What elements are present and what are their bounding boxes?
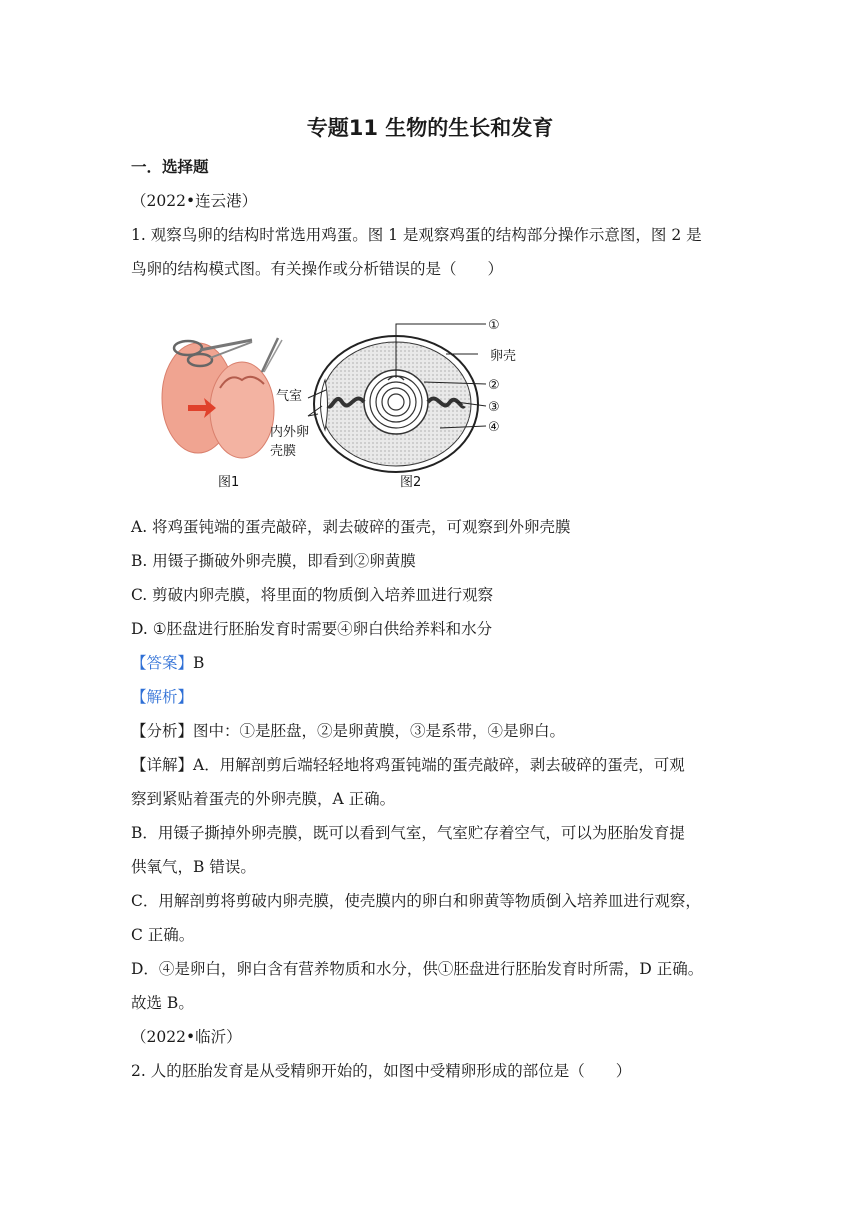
detail-line: 供氧气，B 错误。 xyxy=(131,858,256,876)
option-a: A. 将鸡蛋钝端的蛋壳敲碎，剥去破碎的蛋壳，可观察到外卵壳膜 xyxy=(131,518,571,536)
detail-line: 【详解】A．用解剖剪后端轻轻地将鸡蛋钝端的蛋壳敲碎，剥去破碎的蛋壳，可观 xyxy=(131,756,685,774)
detail-line: C 正确。 xyxy=(131,926,195,944)
label-membrane-line1: 内外卵 xyxy=(270,425,310,440)
detail-line: C．用解剖剪将剪破内卵壳膜，使壳膜内的卵白和卵黄等物质倒入培养皿进行观察， xyxy=(131,892,701,910)
label-membrane-line2: 壳膜 xyxy=(270,444,297,459)
q1-stem-line1: 1. 观察鸟卵的结构时常选用鸡蛋。图 1 是观察鸡蛋的结构部分操作示意图，图 2 是 xyxy=(131,226,702,244)
answer-line xyxy=(131,653,204,673)
page-title: 专题11 生物的生长和发育 xyxy=(306,116,554,140)
option-d: D. ①胚盘进行胚胎发育时需要④卵白供给养料和水分 xyxy=(131,620,493,638)
q2-source: （2022•临沂） xyxy=(131,1028,242,1046)
label-4: ④ xyxy=(488,420,500,435)
figure2-egg-diagram xyxy=(270,318,516,490)
label-shell: 卵壳 xyxy=(490,349,517,364)
answer-tag: 【答案】 xyxy=(131,654,194,672)
analysis-fenxi: 【分析】图中：①是胚盘，②是卵黄膜，③是系带，④是卵白。 xyxy=(131,722,566,740)
answer-value: B xyxy=(193,654,205,672)
q1-stem-line2: 鸟卵的结构模式图。有关操作或分析错误的是（ ） xyxy=(131,260,504,278)
egg-structure-figure xyxy=(160,310,540,495)
q2-stem-line1: 2. 人的胚胎发育是从受精卵开始的，如图中受精卵形成的部位是（ ） xyxy=(131,1062,632,1080)
q1-source: （2022•连云港） xyxy=(131,192,258,210)
label-1: ① xyxy=(488,318,500,333)
detail-line: D．④是卵白，卵白含有营养物质和水分，供①胚盘进行胚胎发育时所需，D 正确。 xyxy=(131,960,704,978)
label-2: ② xyxy=(488,378,500,393)
option-c: C. 剪破内卵壳膜，将里面的物质倒入培养皿进行观察 xyxy=(131,586,494,604)
label-3: ③ xyxy=(488,400,500,415)
detail-line: B．用镊子撕掉外卵壳膜，既可以看到气室，气室贮存着空气，可以为胚胎发育提 xyxy=(131,824,685,842)
detail-line: 察到紧贴着蛋壳的外卵壳膜，A 正确。 xyxy=(131,790,396,808)
analysis-tag: 【解析】 xyxy=(131,688,194,706)
option-b: B. 用镊子撕破外卵壳膜，即看到②卵黄膜 xyxy=(131,552,416,570)
figure1-eggs-illustration xyxy=(162,338,282,490)
label-air-cell: 气室 xyxy=(276,389,303,404)
figure1-caption: 图1 xyxy=(218,475,240,490)
detail-line: 故选 B。 xyxy=(131,994,194,1012)
section-heading: 一．选择题 xyxy=(131,158,209,176)
figure2-caption: 图2 xyxy=(400,475,422,490)
